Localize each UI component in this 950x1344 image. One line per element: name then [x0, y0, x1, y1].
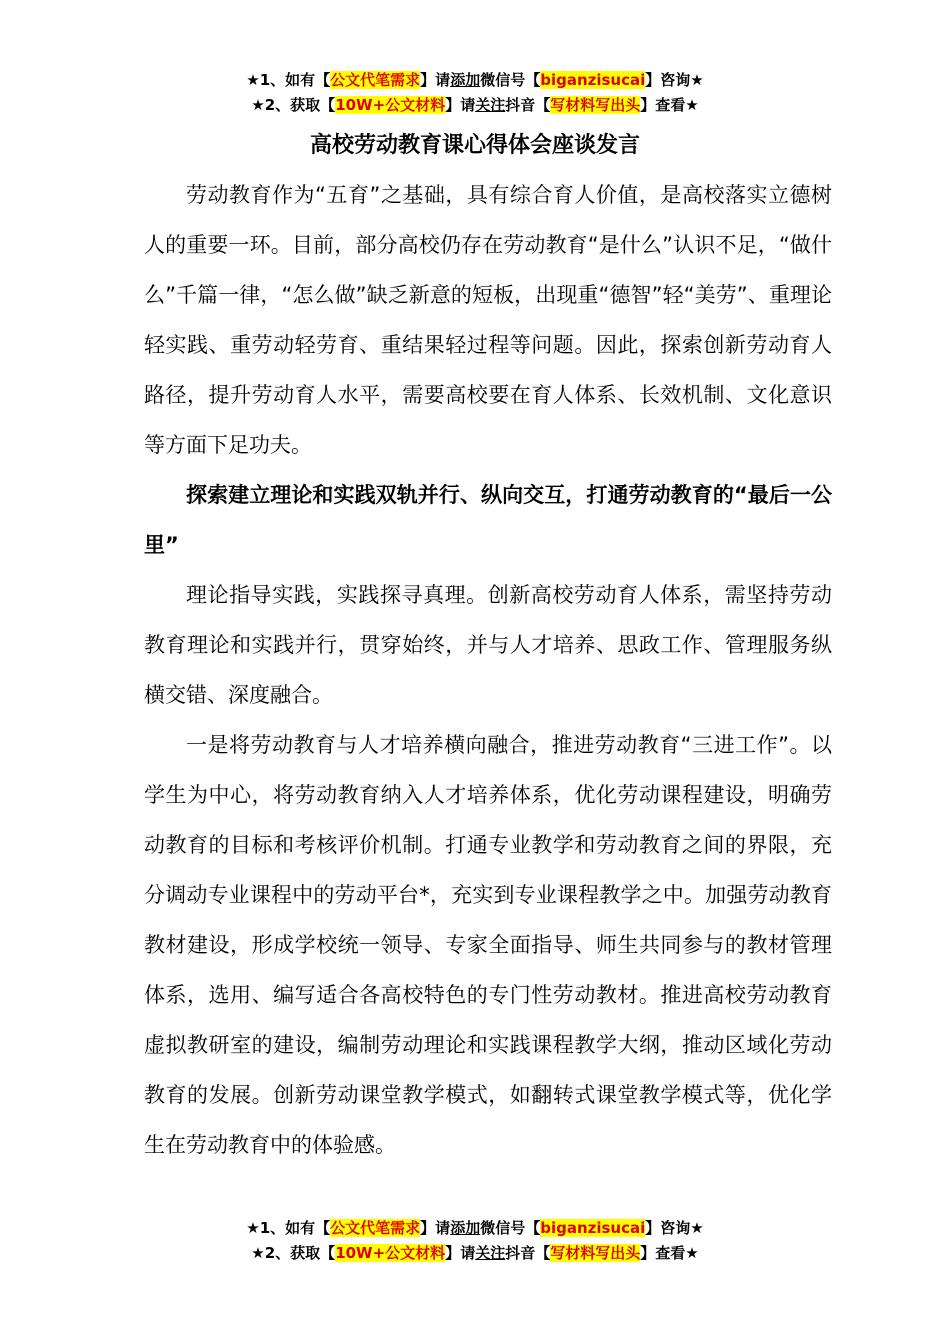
highlight-wechat-id: biganzisucai: [540, 71, 646, 89]
footer-banner: [0, 1216, 950, 1266]
highlight-materials: 10W+公文材料: [335, 1244, 446, 1262]
banner-line-1: ★1、如有【公文代笔需求】请添加微信号【biganzisucai】咨询★: [246, 1219, 704, 1237]
section-heading: 探索建立理论和实践双轨并行、纵向交互，打通劳动教育的“最后一公里”: [144, 483, 832, 557]
header-banner: [0, 68, 950, 118]
banner-line-2: ★2、获取【10W+公文材料】请关注抖音【写材料写出头】查看★: [251, 96, 699, 114]
paragraph-point-one: 一是将劳动教育与人才培养横向融合，推进劳动教育“三进工作”。以学生为中心，将劳动教育纳入人才培养体系，优化劳动课程建设，明确劳动教育的目标和考核评价机制。打通专业教学和劳动教育之间的界限，充分调动专业课程中的劳动平台*，充实到专业课程教学之中。加强劳动教育教材建设，形成学校统一领导、专家全面指导、师生共同参与的教材管理体系，选用、编写适合各高校特色的专门性劳动教材。推进高校劳动教育虚拟教研室的建设，编制劳动理论和实践课程教学大纲，推动区域化劳动教育的发展。创新劳动课堂教学模式，如翻转式课堂教学模式等，优化学生在劳动教育中的体验感。: [144, 733, 832, 1157]
highlight-service: 公文代笔需求: [330, 1219, 421, 1237]
paragraph-intro: 劳动教育作为“五育”之基础，具有综合育人价值，是高校落实立德树人的重要一环。目前，部分高校仍存在劳动教育“是什么”认识不足，“做什么”千篇一律，“怎么做”缺乏新意的短板，出现重“德智”轻“美劳”、重理论轻实践、重劳动轻劳育、重结果轻过程等问题。因此，探索创新劳动育人路径，提升劳动育人水平，需要高校要在育人体系、长效机制、文化意识等方面下足功夫。: [144, 183, 832, 457]
highlight-service: 公文代笔需求: [330, 71, 421, 89]
paragraph-theory: 理论指导实践，实践探寻真理。创新高校劳动育人体系，需坚持劳动教育理论和实践并行，贯穿始终，并与人才培养、思政工作、管理服务纵横交错、深度融合。: [144, 583, 832, 707]
highlight-wechat-id: biganzisucai: [540, 1219, 646, 1237]
document-body: [144, 170, 832, 1170]
highlight-douyin: 写材料写出头: [550, 96, 641, 114]
highlight-materials: 10W+公文材料: [335, 96, 446, 114]
document-title: 高校劳动教育课心得体会座谈发言: [309, 133, 640, 158]
highlight-douyin: 写材料写出头: [550, 1244, 641, 1262]
banner-line-1: ★1、如有【公文代笔需求】请添加微信号【biganzisucai】咨询★: [246, 71, 704, 89]
banner-line-2: ★2、获取【10W+公文材料】请关注抖音【写材料写出头】查看★: [251, 1244, 699, 1262]
